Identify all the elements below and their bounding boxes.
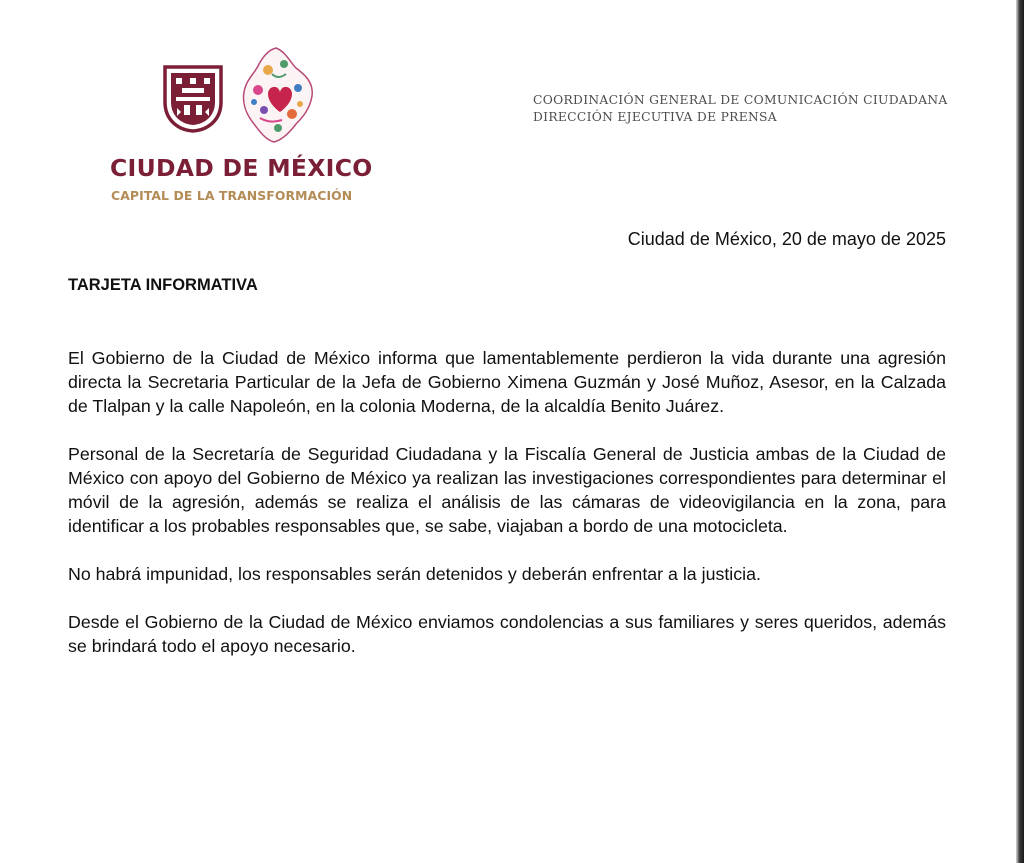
coat-of-arms-icon	[162, 64, 224, 134]
agency-line-2: DIRECCIÓN EJECUTIVA DE PRENSA	[533, 110, 777, 124]
cdmx-logo	[110, 44, 373, 214]
body-paragraph: El Gobierno de la Ciudad de México informa que lamentablemente perdieron la vida durante una agresión directa la Secretaria Particular de la Jefa de Gobierno Ximena Guzmán y José Muñoz, Asesor, en la Calzada de Tlalpan y la calle Napoleón, en la colonia Moderna, de la alcaldía Benito Juárez.	[68, 348, 946, 416]
page-edge-shadow	[1016, 0, 1024, 863]
body-paragraph: No habrá impunidad, los responsables serán detenidos y deberán enfrentar a la justicia.	[68, 564, 761, 584]
brand-name: CIUDAD DE MÉXICO	[110, 154, 373, 182]
body-paragraph: Personal de la Secretaría de Seguridad Ciudadana y la Fiscalía General de Justicia ambas de la Ciudad de México con apoyo del Gobierno de México ya realizan las investigaciones correspondientes para determinar el móvil de la agresión, además se realiza el análisis de las cámaras de videovigilancia en la zona, para identificar a los probables responsables que, se sabe, viajaban a bordo de una motocicleta.	[68, 444, 946, 536]
document-title: TARJETA INFORMATIVA	[68, 276, 258, 294]
document-body	[68, 346, 946, 682]
document-date: Ciudad de México, 20 de mayo de 2025	[627, 229, 946, 249]
floral-map-icon	[238, 44, 318, 144]
agency-heading	[533, 92, 948, 126]
body-paragraph: Desde el Gobierno de la Ciudad de México enviamos condolencias a sus familiares y seres queridos, además se brindará todo el apoyo necesario.	[68, 612, 946, 656]
brand-tagline: CAPITAL DE LA TRANSFORMACIÓN	[111, 188, 353, 203]
agency-line-1: COORDINACIÓN GENERAL DE COMUNICACIÓN CIUDADANA	[533, 93, 948, 107]
